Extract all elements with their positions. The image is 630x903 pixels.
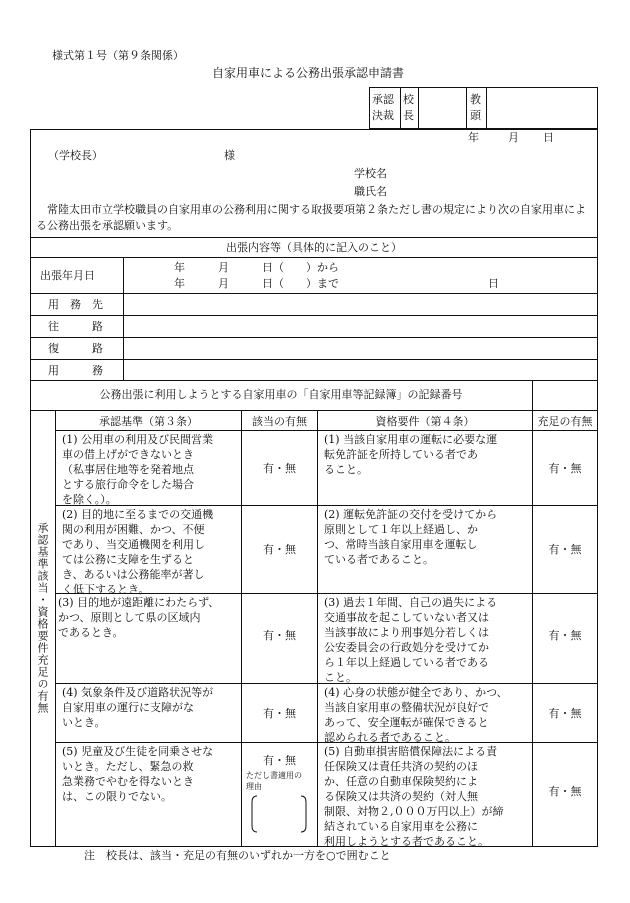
approval-label-kessai: 承認 決裁 (372, 93, 394, 122)
business-field[interactable] (124, 360, 597, 380)
criteria-row-5: (5) 児童及び生徒を同乗させな いとき。ただし、緊急の救 急業務でやむを得ないとき は、この限りでない。 (62, 745, 214, 803)
requirement-row-5: (5) 自動車損害賠償保障法による責 任保険又は責任共済の契約のほ か、任意の自動車保険契約によ る保険又は共済の契約（対人無 制限、対物２,０００万円以上）が締 結されている自家用車を公務に 利用しようとする者であること。 (324, 745, 504, 848)
applicable-choice-4[interactable]: 有・無 (263, 707, 296, 720)
requirement-row-4: (4) 心身の状態が健全であり、かつ、 当該自家用車の整備状況が良好で あって、安全運転が確保できると 認められる者であること。 (324, 686, 508, 744)
registry-number-field[interactable] (533, 381, 597, 409)
requirement-row-2: (2) 運転免許証の交付を受けてから 原則として１年以上経過し、か つ、常時当該自家用車を運転し ている者であること。 (324, 508, 498, 566)
requirement-row-1: (1) 当該自家用車の運転に必要な運 転免許証を所持している者であ ること。 (324, 433, 498, 476)
proviso-reason-label: ただし書適用の 理由 (246, 771, 302, 791)
col-header-criteria: 承認基準（第３条） (99, 415, 198, 428)
form-number: 様式第１号（第９条関係） (52, 49, 184, 62)
bracket-icon (250, 794, 308, 834)
destination-field[interactable] (124, 294, 597, 314)
return-route-field[interactable] (124, 338, 597, 358)
page-title: 自家用車による公務出張承認申請書 (212, 66, 405, 80)
date-year: 年 (468, 131, 479, 144)
satisfied-choice-5[interactable]: 有・無 (548, 785, 582, 798)
registry-number-label: 公務出張に利用しようとする自家用車の「自家用車等記録簿」の記録番号 (99, 388, 463, 401)
applicable-choice-3[interactable]: 有・無 (263, 629, 296, 642)
date-day: 日 (543, 131, 554, 144)
applicant-name-label: 職氏名 (354, 185, 387, 198)
addressee-label: （学校長） (48, 149, 103, 162)
satisfied-choice-3[interactable]: 有・無 (548, 629, 582, 642)
school-name-label: 学校名 (354, 167, 387, 180)
satisfied-choice-1[interactable]: 有・無 (548, 462, 582, 475)
proviso-reason-field[interactable] (250, 794, 308, 834)
criteria-row-2: (2) 目的地に至るまでの交通機 関の利用が困難、かつ、不便 であり、当交通機関を利用し ては公務に支障を生ずると き、あるいは公務能率が著し く低下するとき。 (62, 508, 214, 596)
trip-date-from: 年 月 日（ ）から (174, 261, 339, 274)
criteria-row-4: (4) 気象条件及び道路状況等が 自家用車の運行に支障がな いとき。 (62, 686, 214, 729)
details-heading: 出張内容等（具体的に記入のこと） (226, 241, 402, 254)
trip-date-to: 年 月 日（ ）まで (174, 277, 339, 290)
criteria-row-3: (3) 目的地が遠距離にわたらず、 かつ、原則として県の区域内 であるとき。 (58, 596, 220, 639)
approval-label-kocho: 校 長 (403, 93, 414, 122)
outbound-route-label: 往 路 (48, 320, 103, 333)
requirement-row-3: (3) 過去１年間、自己の過失による 交通事故を起こしていない者又は 当該事故により刑事処分若しくは 公安委員会の行政処分を受けてか ら１年以上経過している者である こと。 (324, 596, 498, 684)
applicable-choice-5[interactable]: 有・無 (263, 754, 296, 767)
approval-label-kyoto: 教 頭 (470, 93, 481, 122)
trip-days-suffix: 日 (488, 277, 499, 290)
applicable-choice-1[interactable]: 有・無 (263, 462, 296, 475)
destination-label: 用 務 先 (48, 298, 103, 311)
outbound-route-field[interactable] (124, 316, 597, 336)
col-header-applicable: 該当の有無 (252, 415, 307, 428)
applicable-choice-2[interactable]: 有・無 (263, 543, 296, 556)
footnote: 注 校長は、該当・充足の有無のいずれか一方を○で囲むこと (84, 849, 391, 862)
criteria-row-1: (1) 公用車の利用及び民間営業 車の借上げができないとき （私事居住地等を発着地点 とする旅行命令をした場合 を除く。）。 (62, 433, 214, 506)
request-body-text: 常陸太田市立学校職員の自家用車の公務利用に関する取扱要項第２条ただし書の規定により次の自家用車による公務出張を承認願います。 (36, 203, 586, 232)
col-header-requirements: 資格要件（第４条） (375, 415, 475, 428)
business-label: 用 務 (48, 364, 103, 377)
trip-date-label: 出張年月日 (40, 269, 95, 282)
addressee-sama: 様 (224, 149, 235, 162)
return-route-label: 復 路 (48, 342, 103, 355)
satisfied-choice-4[interactable]: 有・無 (548, 707, 582, 720)
satisfied-choice-2[interactable]: 有・無 (548, 543, 582, 556)
date-month: 月 (508, 131, 519, 144)
criteria-side-label: 承認基準該当・資格要件充足の有無 (36, 522, 49, 714)
col-header-satisfied: 充足の有無 (537, 415, 593, 428)
